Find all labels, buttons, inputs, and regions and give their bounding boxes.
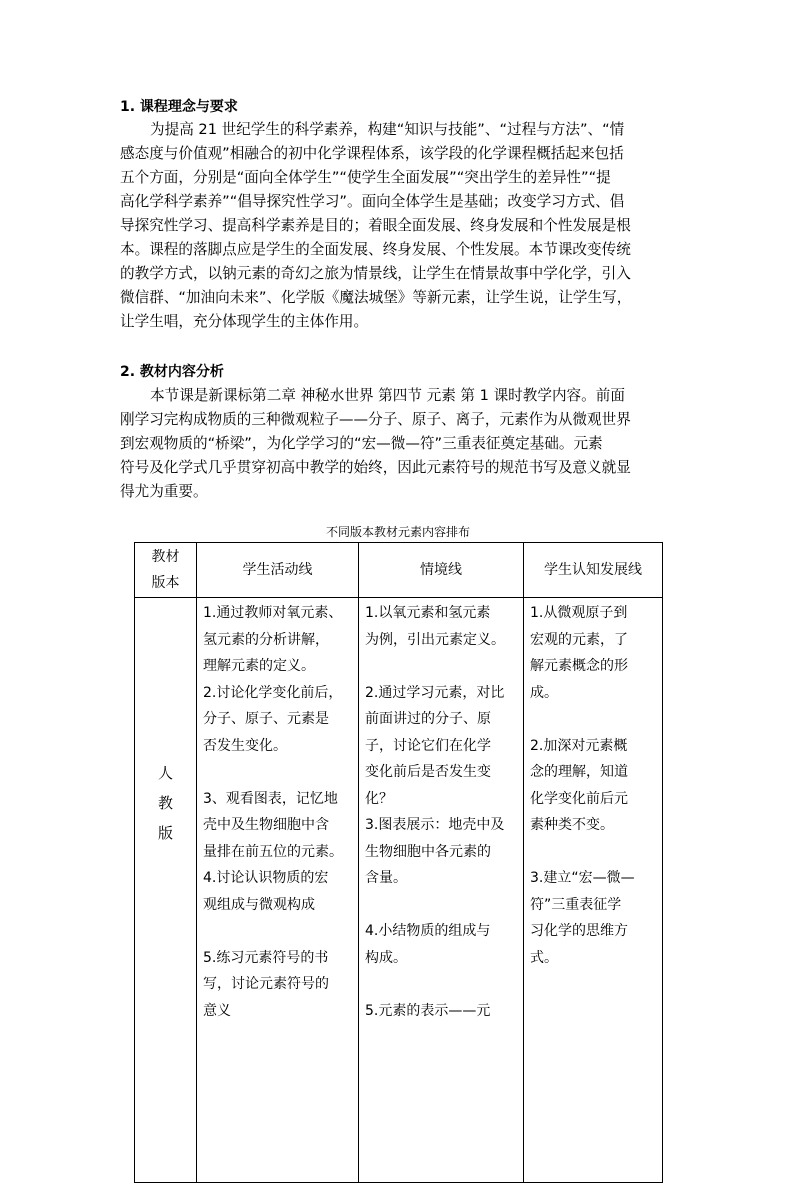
- activity-line: 氢元素的分析讲解，: [203, 631, 329, 648]
- cognition-line: 成。: [530, 684, 558, 701]
- section-1-heading: 1. 课程理念与要求: [120, 99, 238, 115]
- paragraph-line: 感态度与价值观”相融合的初中化学课程体系，该学段的化学课程概括起来包括: [120, 145, 624, 162]
- activity-line: 4.讨论认识物质的宏: [203, 870, 329, 886]
- paragraph-line: 高化学科学素养”“倡导探究性学习”。面向全体学生是基础；改变学习方式、倡: [120, 193, 625, 210]
- scenario-line: 化？: [365, 790, 393, 807]
- scenario-line: 生物细胞中各元素的: [365, 843, 491, 860]
- activity-line: 分子、原子、元素是: [203, 711, 329, 727]
- table-row: [135, 598, 663, 1183]
- edition-char: 人: [157, 764, 173, 782]
- scenario-line: [359, 892, 523, 919]
- header-edition-line: 版本: [151, 575, 180, 591]
- cognition-line: 1.从微观原子到: [530, 605, 628, 621]
- activity-line: 量排在前五位的元素。: [203, 843, 343, 860]
- cognition-line: 符”三重表征学: [530, 896, 622, 913]
- scenario-lines: [359, 598, 523, 1024]
- edition-char: 版: [157, 824, 173, 842]
- paragraph-line: 五个方面，分别是“面向全体学生”“使学生全面发展”“突出学生的差异性”“提: [120, 169, 611, 186]
- activity-line: 意义: [203, 1002, 231, 1019]
- scenario-line: 构成。: [365, 949, 407, 966]
- paragraph-line: 符号及化学式几乎贯穿初高中教学的始终，因此元素符号的规范书写及意义就显: [120, 459, 631, 476]
- header-activity: 学生活动线: [197, 543, 359, 598]
- paragraph-line: 本节课是新课标第二章 神秘水世界 第四节 元素 第 1 课时教学内容。前面: [150, 387, 625, 404]
- cognition-line: [524, 839, 662, 866]
- table-header-row: [135, 543, 663, 598]
- activity-line: 3、观看图表，记忆地: [203, 790, 338, 807]
- cognition-line: 念的理解，知道: [530, 764, 628, 780]
- paragraph-line: 的教学方式，以钠元素的奇幻之旅为情景线，让学生在情景故事中学化学，引入: [120, 265, 631, 282]
- section-2-paragraph: [120, 384, 680, 504]
- edition-char: 教: [157, 794, 173, 812]
- cognition-line: 3.建立“宏—微—: [530, 870, 635, 886]
- cognition-line: 习化学的思维方: [530, 923, 628, 939]
- activity-cell: [197, 598, 359, 1183]
- activity-line: 理解元素的定义。: [203, 658, 315, 674]
- paragraph-line: 为提高 21 世纪学生的科学素养，构建“知识与技能”、“过程与方法”、“情: [150, 121, 625, 138]
- header-edition-line: 教材: [151, 549, 180, 565]
- scenario-line: 2.通过学习元素，对比: [365, 684, 505, 701]
- activity-line: [197, 918, 358, 945]
- cognition-line: [524, 706, 662, 733]
- cognition-cell: [524, 598, 663, 1183]
- paragraph-line: 导探究性学习、提高科学素养是目的；着眼全面发展、终身发展和个性发展是根: [120, 217, 631, 234]
- scenario-line: 1.以氧元素和氢元素: [365, 605, 491, 621]
- header-scenario: 情境线: [359, 543, 524, 598]
- edition-cell: [135, 598, 197, 1183]
- cognition-line: 宏观的元素，了: [530, 631, 628, 648]
- cognition-lines: [524, 598, 662, 1024]
- paragraph-line: 让学生唱，充分体现学生的主体作用。: [120, 313, 369, 330]
- paragraph-line: 微信群、“加油向未来”、化学版《魔法城堡》等新元素，让学生说，让学生写，: [120, 289, 632, 306]
- activity-line: [197, 759, 358, 786]
- cognition-line: 式。: [530, 949, 558, 966]
- scenario-line: 5.元素的表示——元: [365, 1002, 491, 1019]
- activity-line: 2.讨论化学变化前后，: [203, 684, 343, 701]
- cognition-line: 解元素概念的形: [530, 658, 628, 674]
- scenario-cell: [359, 598, 524, 1183]
- activity-line: 1.通过教师对氧元素、: [203, 605, 343, 621]
- section-1-paragraph: [120, 118, 680, 334]
- scenario-line: [359, 653, 523, 680]
- activity-line: 观组成与微观构成: [203, 896, 315, 913]
- activity-line: 否发生变化。: [203, 737, 287, 754]
- scenario-line: [359, 971, 523, 998]
- activity-line: 5.练习元素符号的书: [203, 949, 329, 966]
- table-caption: 不同版本教材元素内容排布: [325, 525, 470, 539]
- activity-line: 写，讨论元素符号的: [203, 976, 329, 992]
- paragraph-line: 刚学习完构成物质的三种微观粒子——分子、原子、离子，元素作为从微观世界: [120, 411, 631, 428]
- scenario-line: 前面讲过的分子、原: [365, 711, 491, 727]
- cognition-line: 素种类不变。: [530, 817, 614, 833]
- scenario-line: 4.小结物质的组成与: [365, 923, 491, 939]
- section-2-heading: 2. 教材内容分析: [120, 364, 224, 380]
- paragraph-line: 本。课程的落脚点应是学生的全面发展、终身发展、个性发展。本节课改变传统: [120, 241, 631, 258]
- cognition-line: 2.加深对元素概: [530, 737, 628, 754]
- cognition-line: 化学变化前后元: [530, 790, 628, 807]
- scenario-line: 子，讨论它们在化学: [365, 737, 491, 754]
- scenario-line: 为例，引出元素定义。: [365, 631, 505, 648]
- scenario-line: 含量。: [365, 870, 407, 886]
- scenario-line: 3.图表展示：地壳中及: [365, 817, 505, 833]
- paragraph-line: 到宏观物质的“桥梁”，为化学学习的“宏—微—符”三重表征奠定基础。元素: [120, 435, 603, 452]
- paragraph-line: 得尤为重要。: [120, 483, 208, 500]
- activity-lines: [197, 598, 358, 1024]
- scenario-line: 变化前后是否发生变: [365, 764, 491, 780]
- activity-line: 壳中及生物细胞中含: [203, 817, 329, 833]
- header-edition: [135, 543, 197, 598]
- edition-comparison-table: [134, 542, 663, 1183]
- header-cognition: 学生认知发展线: [524, 543, 663, 598]
